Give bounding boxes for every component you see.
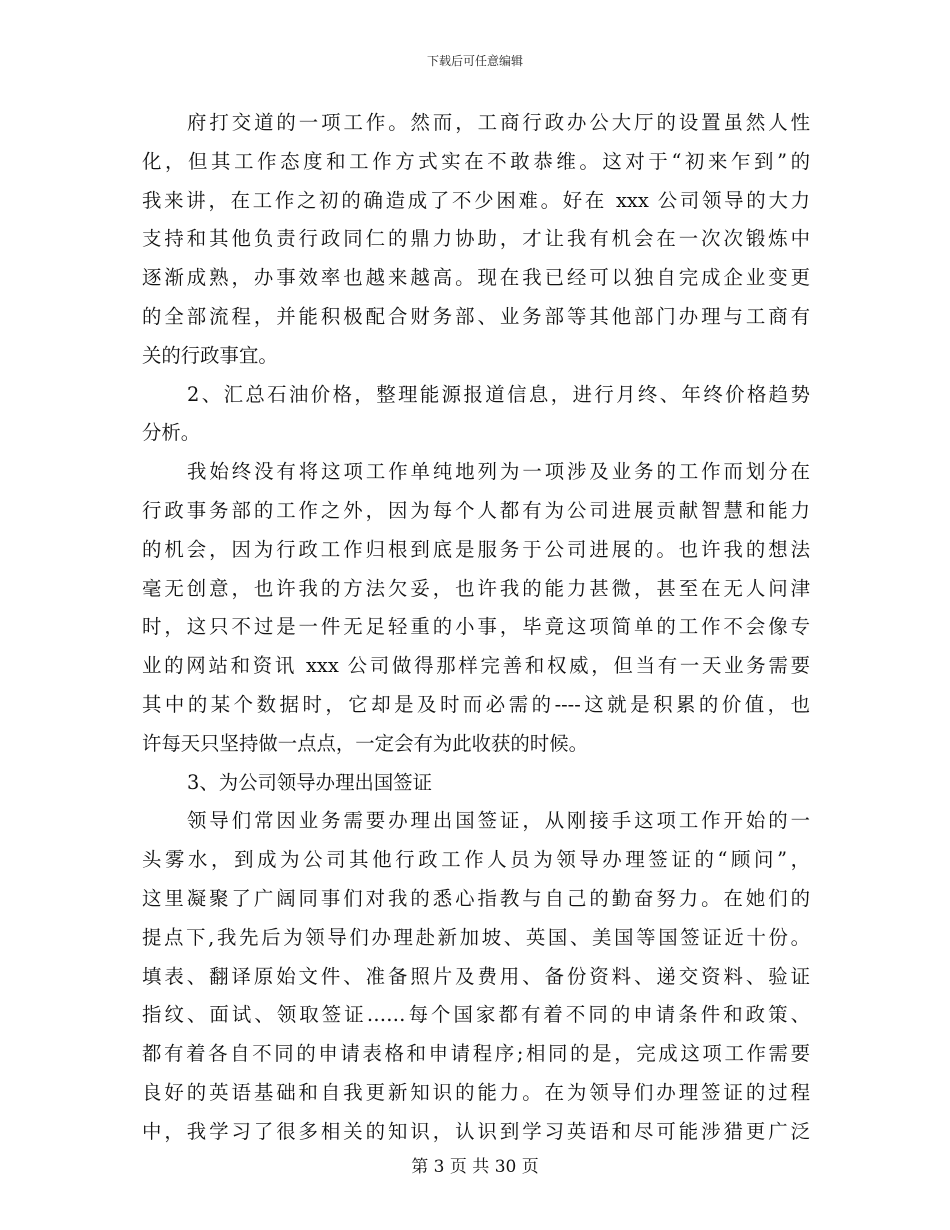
page-header: 下载后可任意编辑 (426, 54, 523, 68)
text-line: 行政事务部的工作之外，因为每个人都有为公司进展贡献智慧和能力 (142, 498, 810, 522)
text-line: 填表、翻译原始文件、准备照片及费用、备份资料、递交资料、验证 (142, 964, 810, 988)
text-line: 的机会，因为行政工作归根到底是服务于公司进展的。也许我的想法 (142, 537, 810, 561)
text-line: 我始终没有将这项工作单纯地列为一项涉及业务的工作而划分在 (187, 460, 810, 484)
text-line: 化，但其工作态度和工作方式实在不敢恭维。这对于“初来乍到”的 (142, 149, 810, 173)
text-line: 2、汇总石油价格，整理能源报道信息，进行月终、年终价格趋势 (187, 382, 810, 406)
text-line: 的全部流程，并能积极配合财务部、业务部等其他部门办理与工商有 (142, 304, 810, 328)
text-line: 毫无创意，也许我的方法欠妥，也许我的能力甚微，甚至在无人问津 (142, 576, 810, 600)
text-line: 头雾水，到成为公司其他行政工作人员为领导办理签证的“顾问”， (142, 848, 810, 872)
text-line: 逐渐成熟，办事效率也越来越高。现在我已经可以独自完成企业变更 (142, 266, 810, 290)
text-line: 3、为公司领导办理出国签证 (187, 770, 433, 794)
text-line: 中，我学习了很多相关的知识，认识到学习英语和尽可能涉猎更广泛 (142, 1119, 810, 1143)
text-line: 府打交道的一项工作。然而，工商行政办公大厅的设置虽然人性 (187, 111, 810, 134)
page-footer: 第 3 页 共 30 页 (411, 1157, 539, 1177)
text-line: 良好的英语基础和自我更新知识的能力。在为领导们办理签证的过程 (142, 1080, 810, 1104)
text-line: 领导们常因业务需要办理出国签证，从刚接手这项工作开始的一 (187, 809, 810, 833)
text-line: 提点下,我先后为领导们办理赴新加坡、英国、美国等国签证近十份。 (142, 925, 810, 949)
text-line: 分析。 (142, 421, 201, 445)
document-body (142, 104, 810, 1152)
text-line: 时，这只不过是一件无足轻重的小事，毕竟这项简单的工作不会像专 (142, 615, 810, 639)
text-line: 都有着各自不同的申请表格和申请程序;相同的是，完成这项工作需要 (142, 1042, 810, 1066)
text-line: 其中的某个数据时，它却是及时而必需的----这就是积累的价值，也 (142, 692, 810, 716)
text-line: 这里凝聚了广阔同事们对我的悉心指教与自己的勤奋努力。在她们的 (142, 886, 810, 910)
text-line: 指纹、面试、领取签证……每个国家都有着不同的申请条件和政策、 (142, 1003, 810, 1027)
text-line: 我来讲，在工作之初的确造成了不少困难。好在 xxx 公司领导的大力 (142, 188, 810, 212)
text-line: 业的网站和资讯 xxx 公司做得那样完善和权威，但当有一天业务需要 (142, 654, 810, 678)
text-line: 支持和其他负责行政同仁的鼎力协助，才让我有机会在一次次锻炼中 (142, 227, 810, 251)
text-line: 关的行政事宜。 (142, 343, 278, 367)
text-line: 许每天只坚持做一点点，一定会有为此收获的时候。 (142, 731, 588, 755)
